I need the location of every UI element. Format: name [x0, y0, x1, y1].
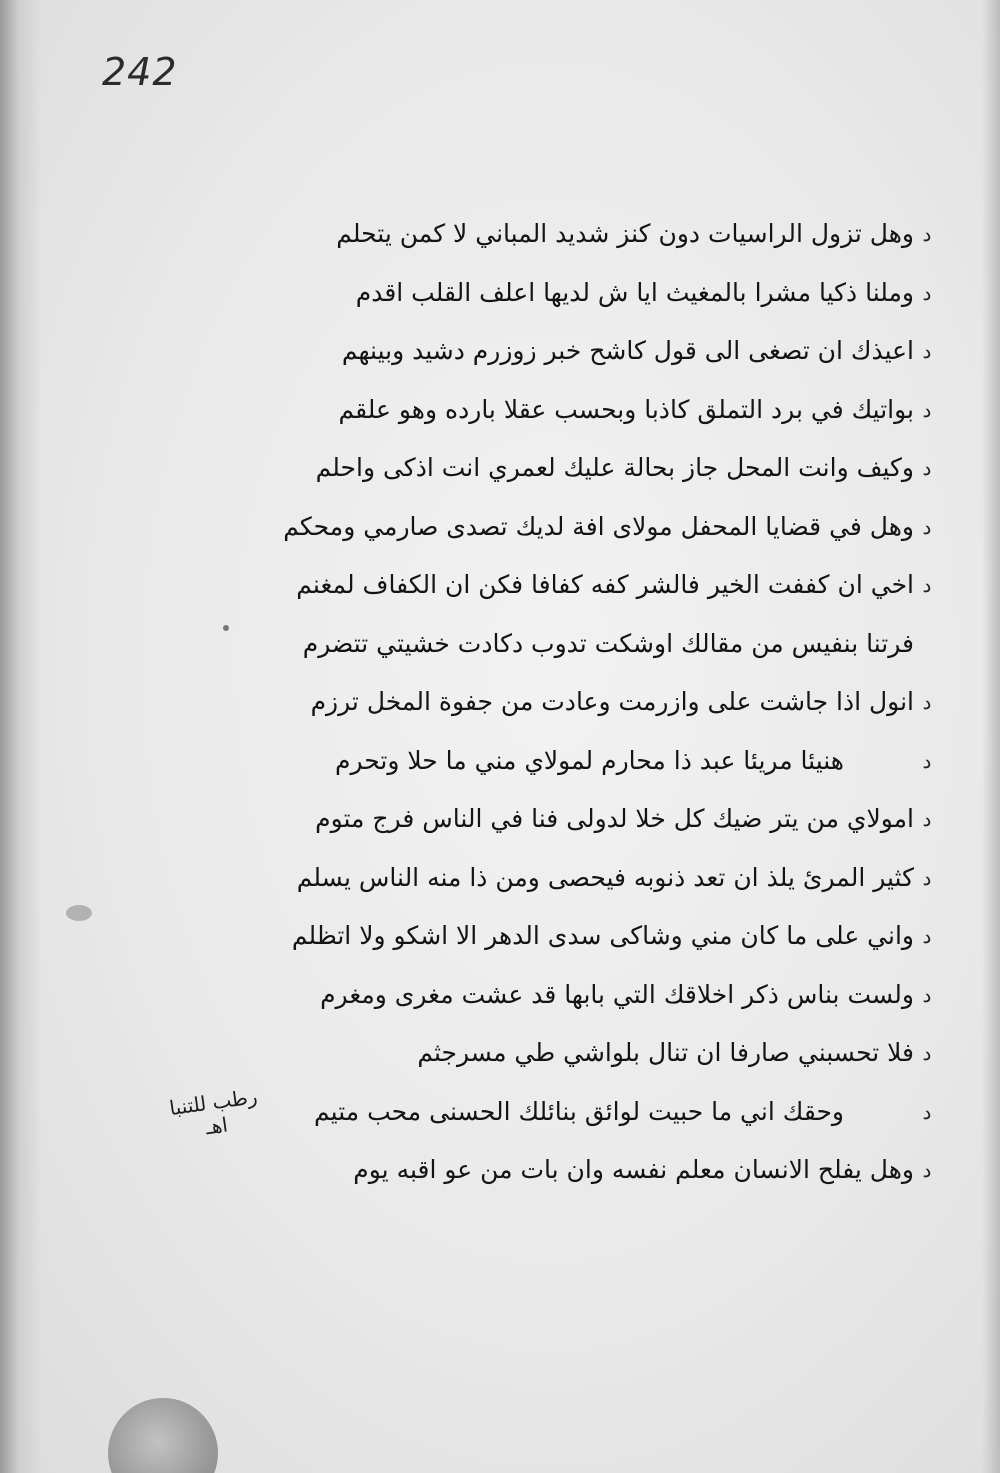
verse-line [200, 790, 940, 849]
verse-text: هنيئا مريئا عبد ذا محارم لمولاي مني ما حلا وتحرم [334, 745, 844, 775]
verse-mark: د [922, 397, 932, 422]
verse-text: انول اذا جاشت على وازرمت وعادت من جفوة المخل ترزم [310, 687, 914, 716]
verse-text: واني على ما كان مني وشاكى سدى الدهر الا اشكو ولا اتظلم [291, 921, 914, 950]
verse-text: ولست بناس ذكر اخلاقك التي بابها قد عشت مغرى ومغرم [320, 979, 914, 1009]
verse-text: وهل يفلح الانسان معلم نفسه وان بات من عو اقبه يوم [353, 1155, 914, 1184]
verse-line [200, 615, 940, 674]
verse-line [200, 322, 940, 381]
verse-line [200, 498, 940, 557]
verse-line [200, 849, 940, 908]
verse-line [200, 1024, 940, 1083]
verse-mark: د [922, 456, 932, 480]
binding-gutter-shadow [0, 0, 42, 1473]
ink-dot [223, 625, 229, 631]
verse-line [200, 264, 940, 323]
verse-mark: د [922, 924, 932, 948]
margin-note: رطب للتنبا اهـ [167, 1084, 259, 1140]
verse-mark: د [922, 222, 932, 246]
verse-text: كثير المرئ يلذ ان تعد ذنوبه فيحصى ومن ذا منه الناس يسلم [296, 862, 914, 892]
verse-mark: د [922, 865, 932, 890]
verse-text: فلا تحسبني صارفا ان تنال بلواشي طي مسرجثم [417, 1038, 914, 1067]
verse-text: فرتنا بنفيس من مقالك اوشكت تدوب دكادت خشيتي تتضرم [302, 628, 914, 658]
verse-text: بواتيك في برد التملق كاذبا وبحسب عقلا بارده وهو علقم [338, 394, 914, 424]
page-edge-shadow [982, 0, 1000, 1473]
verse-mark: د [922, 1041, 932, 1065]
verse-text: وكيف وانت المحل جاز بحالة عليك لعمري انت اذكى واحلم [315, 453, 914, 482]
verse-line [200, 381, 940, 440]
thumb-shadow [108, 1398, 218, 1473]
verse-line [200, 205, 940, 264]
verse-mark: د [922, 339, 932, 363]
verse-mark: د [922, 690, 932, 714]
ink-blot [66, 905, 92, 921]
verse-text: وحقك اني ما حبيت لوائق بنائلك الحسنى محب متيم [314, 1096, 844, 1126]
poem-text-block [200, 205, 940, 1200]
verse-mark: د [922, 982, 932, 1007]
verse-text: وهل في قضايا المحفل مولاى افة لديك تصدى صارمي ومحكم [283, 511, 914, 541]
page-number: 242 [102, 50, 178, 94]
verse-line [200, 439, 940, 498]
verse-text: اخي ان كففت الخير فالشر كفه كفافا فكن ان الكفاف لمغنم [296, 570, 914, 599]
verse-text: امولاي من يتر ضيك كل خلا لدولى فنا في الناس فرج متوم [315, 804, 914, 833]
verse-text: وملنا ذكيا مشرا بالمغيث ايا ش لديها اعلف القلب اقدم [355, 277, 914, 307]
verse-line [200, 966, 940, 1025]
verse-text: وهل تزول الراسيات دون كنز شديد المباني لا كمن يتحلم [336, 219, 914, 248]
verse-line [200, 1083, 940, 1142]
verse-line [200, 732, 940, 791]
verse-mark: د [922, 1158, 932, 1182]
verse-mark: د [922, 748, 932, 773]
verse-line [200, 673, 940, 732]
verse-text: اعيذك ان تصغى الى قول كاشح خبر زوزرم دشيد وبينهم [341, 336, 914, 365]
verse-line [200, 1141, 940, 1200]
verse-mark: د [922, 280, 932, 305]
verse-mark: د [922, 807, 932, 831]
verse-line [200, 907, 940, 966]
verse-mark: د [922, 1099, 932, 1124]
verse-mark: د [922, 573, 932, 597]
verse-mark: د [922, 514, 932, 539]
verse-line [200, 556, 940, 615]
